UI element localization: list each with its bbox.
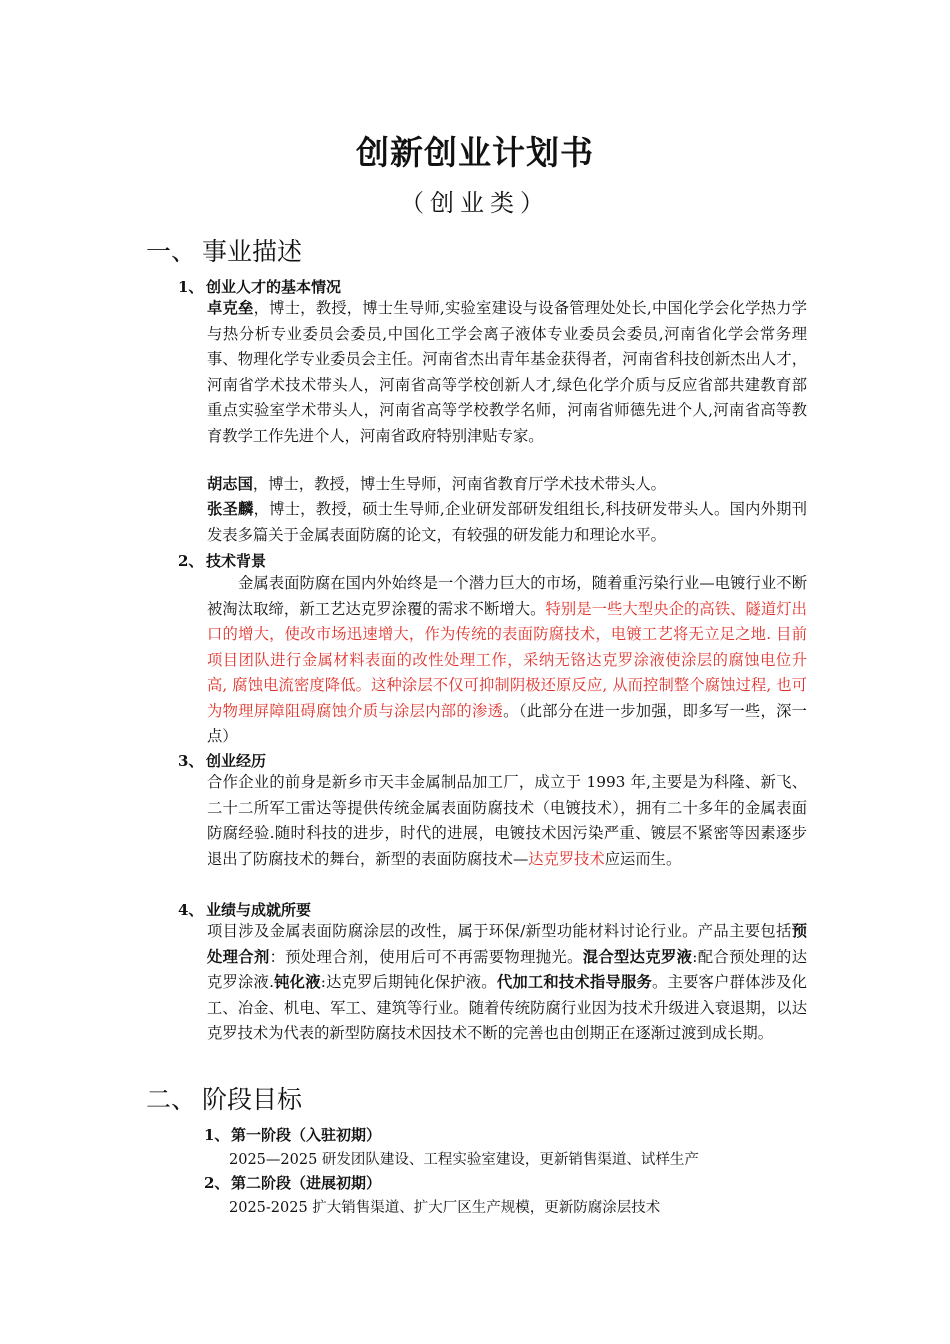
- subsection-title: 创业人才的基本情况: [206, 278, 342, 296]
- person-description: ，博士，教授，博士生导师，河南省教育厅学术技术带头人。: [252, 475, 666, 493]
- section-heading: [146, 1080, 302, 1116]
- achievements-paragraph: [207, 919, 807, 1047]
- person-description: ，博士，教授，博士生导师,实验室建设与设备管理处处长,中国化学会化学热力学与热分析专业委员会委员,中国化工学会离子液体专业委员会委员,河南省化学会常务理事、物理化学专业委员会主任。河南省杰出青年基金获得者，河南省科技创新杰出人才，河南省学术技术带头人，河南省高等学校创新人才,绿色化学介质与反应省部共建教育部重点实验室学术带头人，河南省高等学校教学名师，河南省师德先进个人,河南省高等教育教学工作先进个人，河南省政府特别津贴专家。: [207, 299, 807, 445]
- person-description: ，博士，教授，硕士生导师,企业研发部研发组组长,科技研发带头人。国内外期刊发表多篇关于金属表面防腐的论文，有较强的研发能力和理论水平。: [207, 500, 807, 544]
- experience-text: 合作企业的前身是新乡市天丰金属制品加工厂，成立于 1993 年,主要是为科隆、新飞、二十二所军工雷达等提供传统金属表面防腐技术（电镀技术），拥有二十多年的金属表面防腐经验.随时科技的进步，时代的进展，电镀技术因污染严重、镀层不紧密等因素逐步退出了防腐技术的舞台，新型的表面防腐技术—: [207, 773, 807, 868]
- subsection-heading: [178, 550, 266, 571]
- stage-heading: [204, 1124, 381, 1145]
- experience-text-end: 应运而生。: [604, 849, 682, 868]
- section-heading: [146, 232, 302, 268]
- experience-paragraph: [207, 770, 807, 872]
- section-number: 一、: [146, 237, 197, 266]
- product-name: 混合型达克罗液: [582, 947, 693, 966]
- talent-paragraph-1: [207, 296, 807, 449]
- achievements-text: ：预处理合剂，使用后可不再需要物理抛光。: [269, 947, 583, 966]
- experience-highlight: 达克罗技术: [528, 849, 605, 868]
- section-number: 二、: [146, 1085, 197, 1114]
- subsection-heading: [178, 750, 266, 771]
- talent-paragraph-3: [207, 497, 807, 548]
- subsection-heading: [178, 276, 341, 297]
- stage-title: 第一阶段（入驻初期）: [231, 1126, 382, 1144]
- subsection-title: 创业经历: [206, 752, 267, 770]
- tech-highlight-text: 特别是一些大型央企的高铁、隧道灯出口的增大，使改市场迅速增大，作为传统的表面防腐技术，电镀工艺将无立足之地. 目前项目团队进行金属材料表面的改性处理工作，采纳无铬达克罗涂液使涂层的腐蚀电位升高, 腐蚀电流密度降低。这种涂层不仅可抑制阴极还原反应, 从而控制整个腐蚀过程, 也可为物理屏障阻碍腐蚀介质与涂层内部的渗透: [207, 599, 807, 720]
- subsection-heading: [178, 899, 311, 920]
- product-name: 预处理合剂: [207, 922, 807, 966]
- section-title: 阶段目标: [202, 1085, 303, 1114]
- document-title: 创新创业计划书: [356, 133, 594, 172]
- person-name: 卓克垒: [207, 299, 254, 317]
- achievements-text: 项目涉及金属表面防腐涂层的改性，属于环保/新型功能材料讨论行业。产品主要包括: [207, 922, 792, 940]
- stage-number: 1、: [204, 1126, 230, 1144]
- person-name: 张圣麟: [207, 500, 254, 518]
- subsection-number: 4、: [178, 901, 204, 919]
- tech-text: 金属表面防腐在国内外始终是一个潜力巨大的市场，随着重污染行业—电镀行业不断被淘汰取缔，新工艺达克罗涂覆的需求不断增大。: [207, 574, 807, 618]
- stage-description: 2025-2025 扩大销售渠道、扩大厂区生产规模，更新防腐涂层技术: [229, 1200, 661, 1216]
- tech-background-paragraph: [207, 571, 807, 750]
- stage-number: 2、: [204, 1174, 230, 1192]
- achievements-text: :配合预处理的达克罗涂液.: [207, 947, 807, 991]
- stage-heading: [204, 1172, 381, 1193]
- subsection-title: 业绩与成就所要: [206, 901, 312, 919]
- subsection-number: 2、: [178, 552, 204, 570]
- document-subtitle: （创业类）: [400, 189, 550, 217]
- person-name: 胡志国: [207, 475, 253, 493]
- achievements-text: :达克罗后期钝化保护液。: [320, 973, 497, 991]
- talent-paragraph-2: [207, 472, 807, 498]
- subsection-title: 技术背景: [206, 552, 267, 570]
- achievements-text: 。主要客户群体涉及化工、冶金、机电、军工、建筑等行业。随着传统防腐行业因为技术升级进入衰退期，以达克罗技术为代表的新型防腐技术因技术不断的完善也由创期正在逐渐过渡到成长期。: [207, 973, 807, 1042]
- tech-note: 。（此部分在进一步加强，即多写一些，深一点）: [207, 701, 807, 745]
- section-title: 事业描述: [202, 237, 303, 266]
- subsection-number: 3、: [178, 752, 204, 770]
- stage-title: 第二阶段（进展初期）: [231, 1174, 382, 1192]
- product-name: 代加工和技术指导服务: [496, 973, 652, 991]
- stage-description: 2025—2025 研发团队建设、工程实验室建设，更新销售渠道、试样生产: [229, 1152, 699, 1168]
- subsection-number: 1、: [178, 278, 204, 296]
- product-name: 钝化液: [273, 973, 321, 991]
